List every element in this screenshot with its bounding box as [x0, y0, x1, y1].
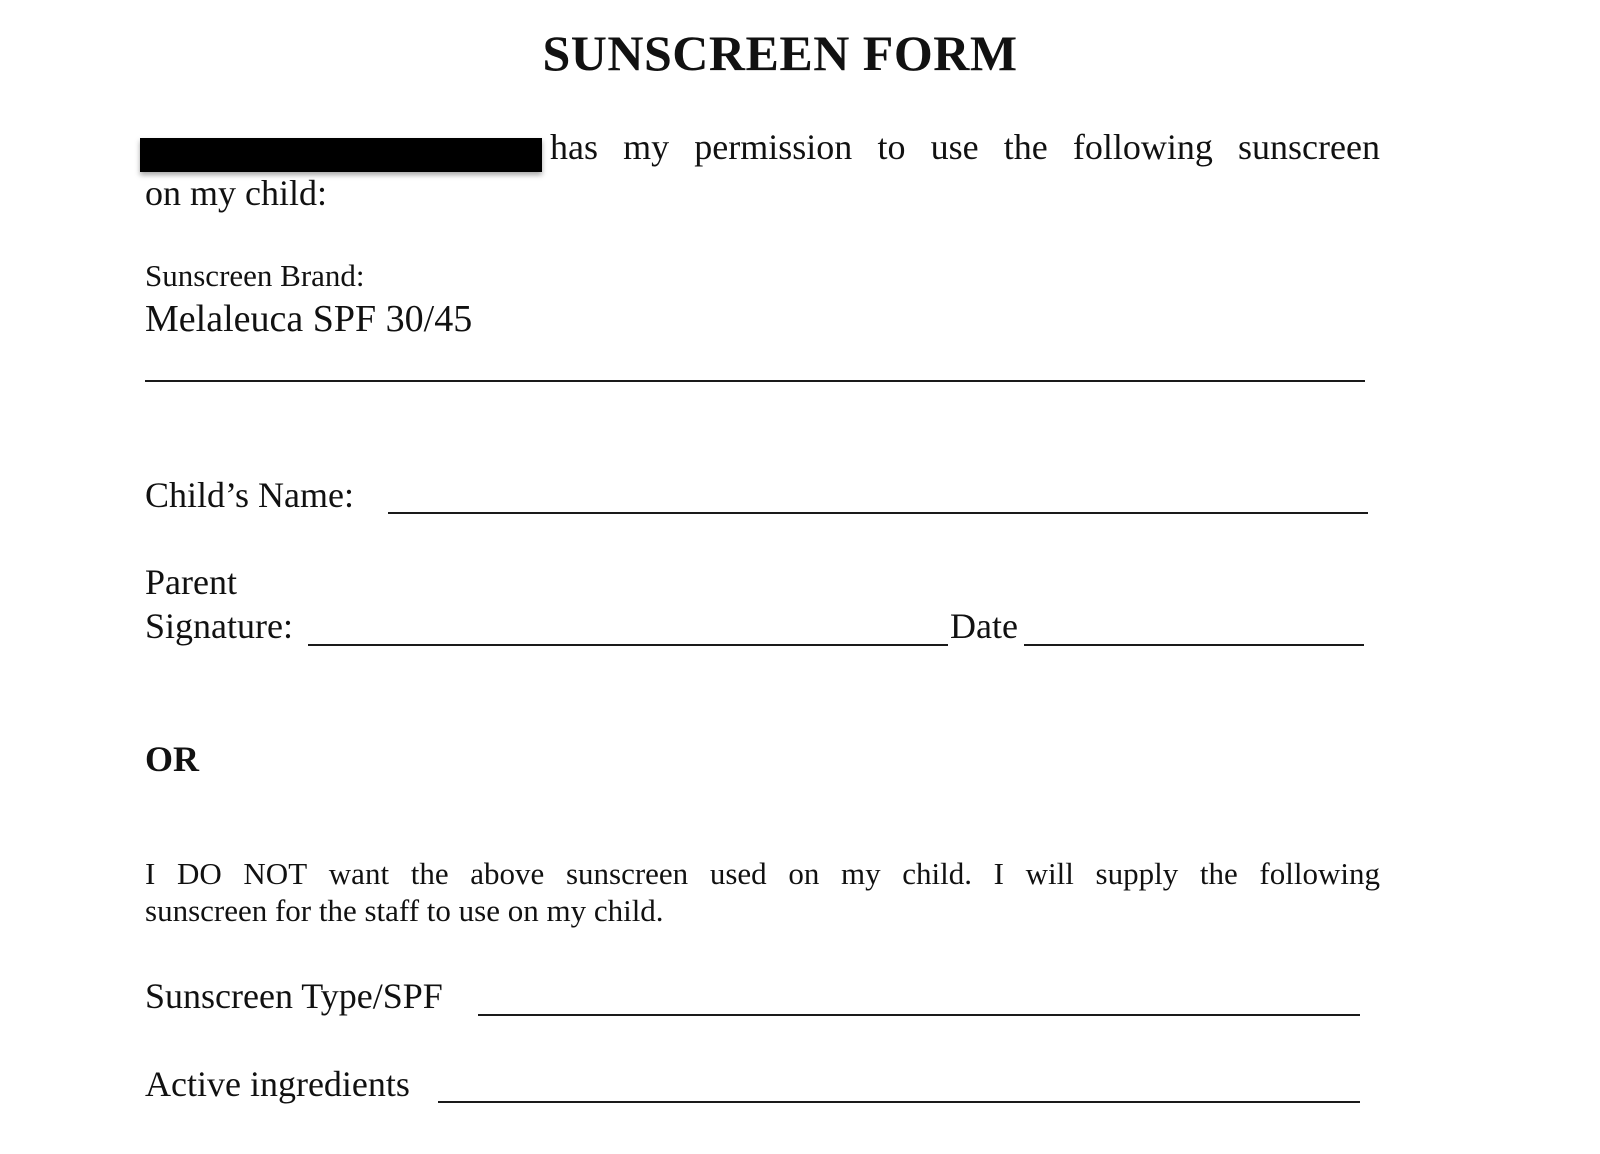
opt-out-word: the: [1199, 856, 1238, 891]
opt-out-word: the: [410, 856, 449, 891]
permission-word: use: [930, 127, 979, 167]
active-ingredients-label: Active ingredients: [145, 1064, 410, 1104]
opt-out-word: used: [709, 856, 767, 891]
opt-out-word: on: [788, 856, 820, 891]
signature-field[interactable]: [308, 644, 948, 646]
parent-label: Parent: [145, 562, 237, 602]
opt-out-line1: [145, 855, 1380, 892]
opt-out-word: I: [145, 856, 156, 891]
opt-out-word: above: [470, 856, 545, 891]
form-title: SUNSCREEN FORM: [542, 25, 1018, 81]
date-field[interactable]: [1024, 644, 1364, 646]
permission-word: permission: [694, 127, 853, 167]
opt-out-word: my: [840, 856, 881, 891]
opt-out-word: want: [328, 856, 390, 891]
opt-out-word: child.: [902, 856, 972, 891]
active-ingredients-field[interactable]: [438, 1101, 1360, 1103]
opt-out-word: I: [993, 856, 1004, 891]
sunscreen-brand-label: Sunscreen Brand:: [145, 258, 365, 293]
sunscreen-type-field[interactable]: [478, 1014, 1360, 1016]
opt-out-word: will: [1025, 856, 1074, 891]
opt-out-word: NOT: [243, 856, 308, 891]
opt-out-line2: sunscreen for the staff to use on my child.: [145, 893, 664, 928]
permission-word: to: [877, 127, 906, 167]
opt-out-word: sunscreen: [565, 856, 689, 891]
permission-word: sunscreen: [1238, 127, 1380, 167]
opt-out-paragraph: [145, 855, 1380, 929]
child-name-label: Child’s Name:: [145, 475, 354, 515]
or-divider-label: OR: [145, 739, 199, 779]
opt-out-word: supply: [1095, 856, 1179, 891]
opt-out-word: following: [1259, 856, 1380, 891]
permission-word: my: [623, 127, 670, 167]
permission-word: has: [550, 127, 598, 167]
signature-label: Signature:: [145, 606, 293, 646]
child-name-field[interactable]: [388, 512, 1368, 514]
permission-text-line1: [550, 126, 1380, 168]
permission-word: the: [1003, 127, 1048, 167]
permission-word: following: [1072, 127, 1213, 167]
opt-out-word: DO: [176, 856, 222, 891]
sunscreen-brand-value: Melaleuca SPF 30/45: [145, 298, 473, 340]
sunscreen-type-label: Sunscreen Type/SPF: [145, 976, 443, 1016]
date-label: Date: [950, 606, 1018, 646]
sunscreen-brand-line: [145, 380, 1365, 382]
permission-text-line2: on my child:: [145, 173, 327, 213]
redacted-facility-name: [140, 138, 542, 172]
